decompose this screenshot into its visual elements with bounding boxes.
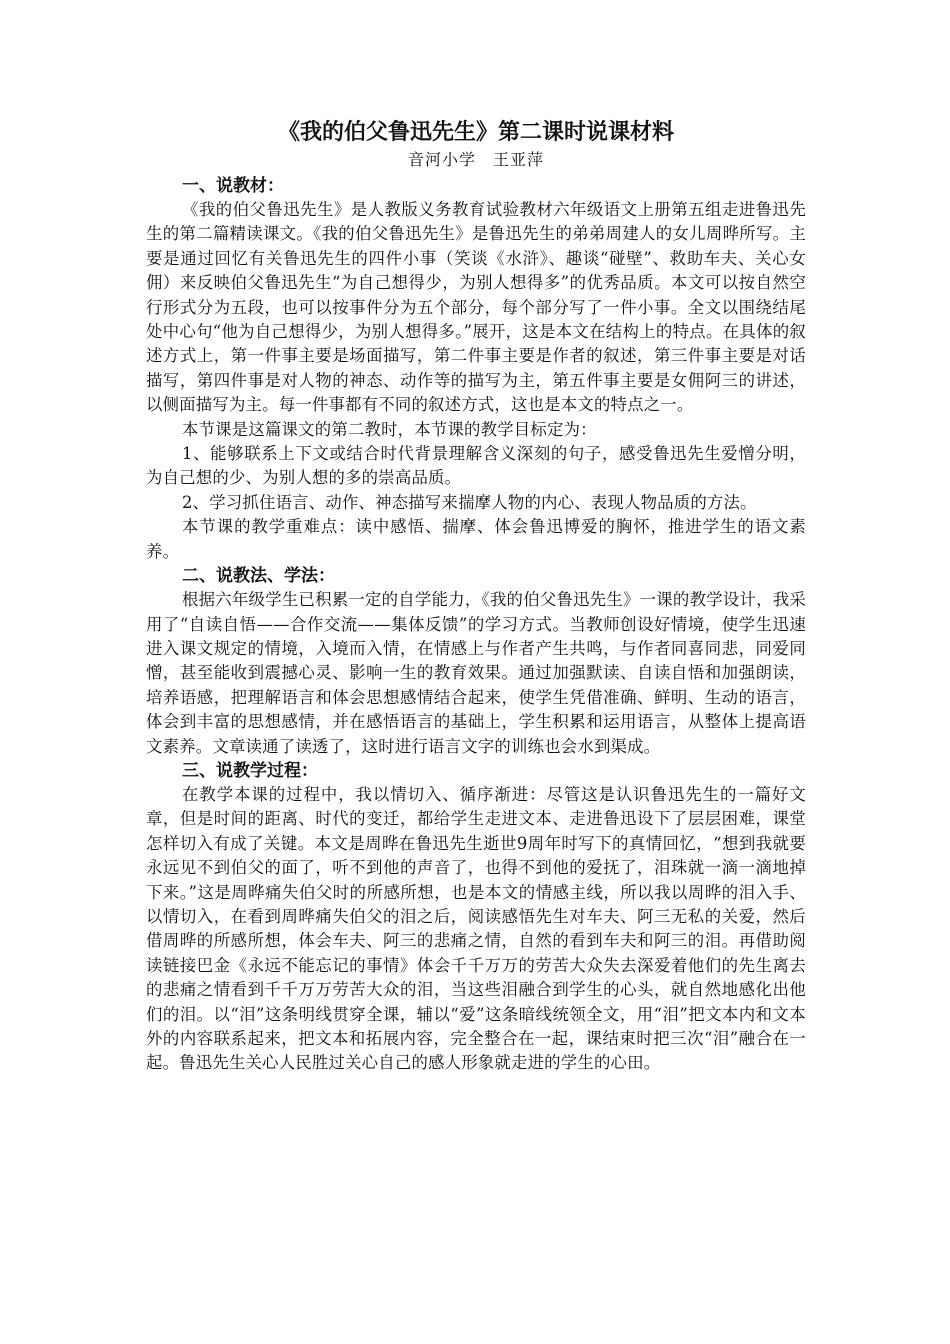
section-heading-process: 三、说教学过程：: [182, 760, 318, 781]
paragraph: 本节课是这篇课文的第二教时，本节课的教学目标定为：: [182, 419, 597, 439]
paragraph: 本节课的教学重难点：读中感悟、揣摩、体会鲁迅博爱的胸怀，推进学生的语文素养。: [146, 517, 806, 561]
section-process: [146, 759, 806, 1076]
section-heading-methods: 二、说教法、学法：: [182, 566, 335, 587]
author-byline: 音河小学 王亚萍: [407, 150, 544, 169]
document-page: [146, 118, 806, 1076]
section-methods: [146, 564, 806, 759]
paragraph: 2、学习抓住语言、动作、神态描写来揣摩人物的内心、表现人物品质的方法。: [182, 492, 757, 512]
paragraph: 根据六年级学生已积累一定的自学能力，《我的伯父鲁迅先生》一课的教学设计，我采用了“自读自悟——合作交流——集体反馈”的学习方式。当教师创设好情境，使学生迅速进入课文规定的情境，入境而入情，在情感上与作者产生共鸣，与作者同喜同悲，同爱同憎，甚至能收到震撼心灵、影响一生的教育效果。通过加强默读、自读自悟和加强朗读，培养语感，把理解语言和体会思想感情结合起来，使学生凭借准确、鲜明、生动的语言，体会到丰富的思想感情，并在感悟语言的基础上，学生积累和运用语言，从整体上提高语文素养。文章读通了读透了，这时进行语言文字的训练也会水到渠成。: [146, 590, 806, 756]
document-title: 《我的伯父鲁迅先生》第二课时说课材料: [277, 120, 674, 145]
section-heading-textbook: 一、说教材：: [182, 176, 284, 196]
paragraph: 《我的伯父鲁迅先生》是人教版义务教育试验教材六年级语文上册第五组走进鲁迅先生的第二篇精读课文。《我的伯父鲁迅先生》是鲁迅先生的弟弟周建人的女儿周晔所写。主要是通过回忆有关鲁迅先生的四件小事（笑谈《水浒》、趣谈“碰壁”、救助车夫、关心女佣）来反映伯父鲁迅先生“为自己想得少，为别人想得多”的优秀品质。本文可以按自然空行形式分为五段，也可以按事件分为五个部分，每个部分写了一件小事。全文以围绕结尾处中心句“他为自己想得少，为别人想得多。”展开，这是本文在结构上的特点。在具体的叙述方式上，第一件事主要是场面描写，第二件事主要是作者的叙述，第三件事主要是对话描写，第四件事是对人物的神态、动作等的描写为主，第五件事主要是女佣阿三的讲述，以侧面描写为主。每一件事都有不同的叙述方式，这也是本文的特点之一。: [146, 200, 806, 415]
section-textbook: [146, 174, 806, 564]
paragraph: 1、能够联系上下文或结合时代背景理解含义深刻的句子，感受鲁迅先生爱憎分明，为自己想的少、为别人想的多的崇高品质。: [146, 444, 806, 488]
paragraph: 在教学本课的过程中，我以情切入、循序渐进：尽管这是认识鲁迅先生的一篇好文章，但是时间的距离、时代的变迁，都给学生走进文本、走进鲁迅设下了层层困难，课堂怎样切入有成了关键。本文是周晔在鲁迅先生逝世9周年时写下的真情回忆，“想到我就要永远见不到伯父的面了，听不到他的声音了，也得不到他的爱抚了，泪珠就一滴一滴地掉下来。”这是周晔痛失伯父时的所感所想，也是本文的情感主线，所以我以周晔的泪入手、以情切入，在看到周晔痛失伯父的泪之后，阅读感悟先生对车夫、阿三无私的关爱，然后借周晔的所感所想，体会车夫、阿三的悲痛之情，自然的看到车夫和阿三的泪。再借助阅读链接巴金《永远不能忘记的事情》体会千千万万的劳苦大众失去深爱着他们的先生离去的悲痛之情看到千千万万劳苦大众的泪，当这些泪融合到学生的心头，就自然地感化出他们的泪。以“泪”这条明线贯穿全课，辅以“爱”这条暗线统领全文，用“泪”把文本内和文本外的内容联系起来，把文本和拓展内容，完全整合在一起，课结束时把三次“泪”融合在一起。鲁迅先生关心人民胜过关心自己的感人形象就走进的学生的心田。: [146, 784, 806, 1073]
